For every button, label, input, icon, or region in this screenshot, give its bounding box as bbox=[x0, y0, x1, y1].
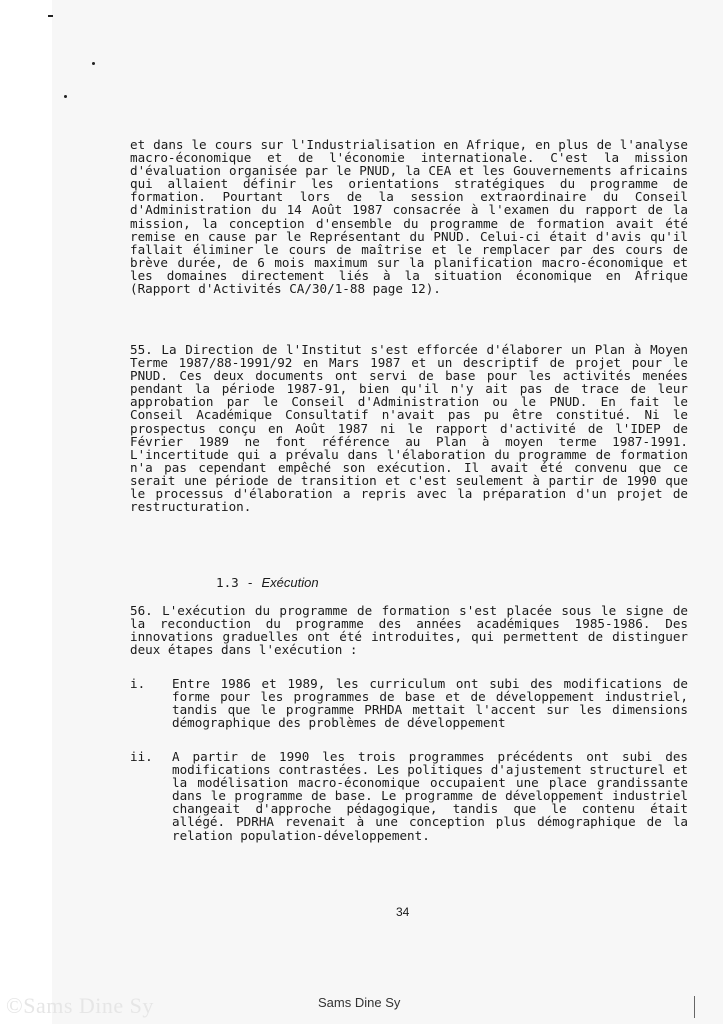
section-title: Exécution bbox=[261, 575, 319, 590]
watermark: ©Sams Dine Sy bbox=[6, 993, 154, 1018]
list-marker: i. bbox=[130, 676, 146, 691]
list-item bbox=[130, 677, 688, 729]
paragraph-55: 55. La Direction de l'Institut s'est efforcée d'élaborer un Plan à Moyen Terme 1987/88-1991/92 en Mars 1987 et un descriptif de projet pour le PNUD. Ces deux documents ont servi de base pour les activités menées pendant la période 1987-91, bien qu'il n'y ait pas de trace de leur approbation par le Conseil d'Administration ou le PNUD. En fait le Conseil Académique Consultatif n'avait pas pu être constitué. Ni le prospectus conçu en Août 1987 ni le rapport d'activité de l'IDEP de Février 1989 ne font référence au Plan à moyen terme 1987-1991. L'incertitude qui a prévalu dans l'élaboration du programme de formation n'a pas cependant empêché son exécution. Il avait été convenu que ce serait une période de transition et c'est seulement à partir de 1990 que le processus d'élaboration a repris avec la préparation d'un projet de restructuration. bbox=[130, 342, 688, 515]
scan-mark bbox=[48, 15, 53, 17]
section-number: 1.3 - bbox=[216, 575, 262, 590]
scan-mark bbox=[64, 95, 67, 98]
scan-mark bbox=[92, 62, 95, 65]
list-item-text: A partir de 1990 les trois programmes précédents ont subi des modifications contrastées. Les politiques d'ajustement structurel et la modélisation macro-économique occupaient une place grandissante dans le programme de base. Le programme de développement industriel changeait d'approche pédagogique, tandis que le contenu était allégé. PDRHA revenait à une conception plus démographique de la relation population-développement. bbox=[172, 749, 688, 843]
footer-author: Sams Dine Sy bbox=[318, 995, 401, 1010]
list-item-text: Entre 1986 et 1989, les curriculum ont subi des modifications de forme pour les programmes de base et de développement industriel, tandis que le programme PRHDA mettait l'accent sur les dimensions démographique des problèmes de développement bbox=[172, 676, 688, 731]
section-heading bbox=[216, 575, 319, 590]
page-number: 34 bbox=[396, 905, 410, 919]
list-item bbox=[130, 750, 688, 842]
paragraph-continued: et dans le cours sur l'Industrialisation en Afrique, en plus de l'analyse macro-économique et de l'économie internationale. C'est la mission d'évaluation organisée par le PNUD, la CEA et les Gouvernements africains qui allaient définir les orientations stratégiques du programme de formation. Pourtant lors de la session extraordinaire du Conseil d'Administration du 14 Août 1987 consacrée à l'examen du rapport de la mission, la conception d'ensemble du programme de formation avait été remise en cause par le Représentant du PNUD. Celui-ci était d'avis qu'il fallait éliminer le cours de maîtrise et le remplacer par des cours de brève durée, de 6 mois maximum sur la planification macro-économique et les domaines directement liés à la situation économique en Afrique (Rapport d'Activités CA/30/1-88 page 12). bbox=[130, 137, 688, 297]
scan-edge-mark bbox=[694, 996, 695, 1018]
paragraph-56: 56. L'exécution du programme de formation s'est placée sous le signe de la reconduction du programme des années académiques 1985-1986. Des innovations graduelles ont été introduites, qui permettent de distinguer deux étapes dans l'exécution : bbox=[130, 603, 688, 658]
list-marker: ii. bbox=[130, 749, 153, 764]
